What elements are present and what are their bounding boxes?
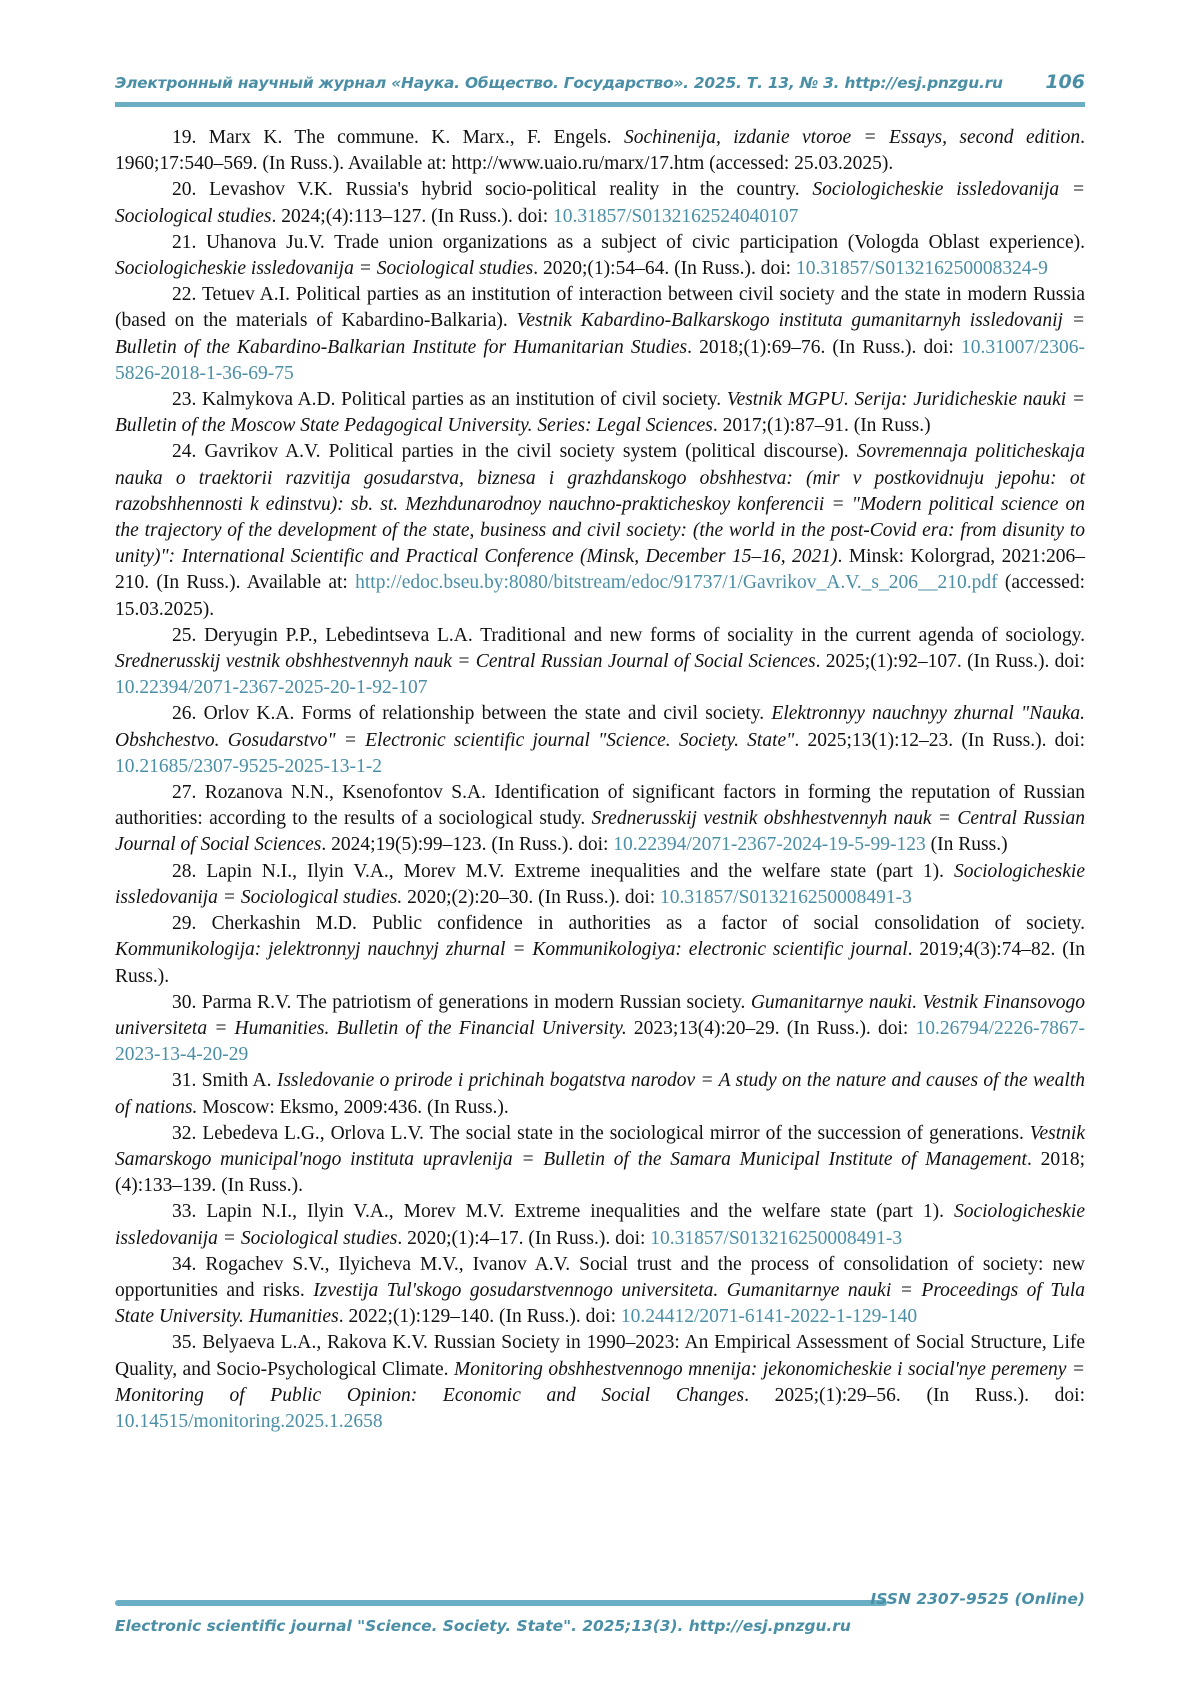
- reference-details: . 2025;(1):92–107. (In Russ.). doi:: [815, 651, 1086, 673]
- footer-rule: [115, 1600, 887, 1606]
- reference-source: Srednerusskij vestnik obshhestvennyh nauk = Central Russian Journal of Social Sciences: [115, 808, 1086, 856]
- reference-number: 20.: [172, 179, 197, 201]
- reference-authors: Rozanova N.N., Ksenofontov S.A.: [204, 782, 486, 804]
- reference-details: . 2022;(1):129–140. (In Russ.). doi:: [338, 1306, 617, 1328]
- reference-authors: Belyaeva L.A., Rakova K.V.: [202, 1332, 428, 1354]
- reference-title: Traditional and new forms of sociality in the current agenda of sociology.: [480, 624, 1085, 646]
- reference-source: Vestnik Kabardino-Balkarskogo instituta gumanitarnyh issledovanij = Bulletin of the Kabardino-Balkarian Institute for Humanitarian Studies: [115, 310, 1085, 358]
- reference-source: Sovremennaja politicheskaja nauka o traektorii razvitija gosudarstva, biznesa i grazhdanskogo obshhestva: (mir v postkovidnuju jepohu: ot razobshhennosti k edinstvu): sb. st. Mezhdunarodnoy nauchno-prakticheskoy konferencii = "Modern political science on the trajectory of the development of the state, business and civil society: (the world in the post-Covid era: from disunity to unity)": International Scientific and Practical Conference (Minsk, December 15–16, 2021): [115, 441, 1086, 568]
- reference-item: [115, 1252, 1085, 1331]
- reference-source: Monitoring obshhestvennogo mnenija: jekonomicheskie i social'nye peremeny = Monitoring of Public Opinion: Economic and Social Changes: [115, 1358, 1086, 1406]
- issn-label: ISSN 2307-9525 (Online): [870, 1590, 1085, 1608]
- reference-number: 21.: [172, 231, 197, 253]
- reference-title: Trade union organizations as a subject of civic participation (Vologda Oblast experience).: [334, 231, 1085, 253]
- reference-details: . 2018;(4):133–139. (In Russ.).: [115, 1148, 1085, 1197]
- reference-item: [115, 282, 1085, 387]
- reference-title: Extreme inequalities and the welfare state (part 1).: [514, 1201, 944, 1223]
- reference-link[interactable]: 10.14515/monitoring.2025.1.2658: [115, 1410, 383, 1432]
- reference-link[interactable]: 10.31007/2306-5826-2018-1-36-69-75: [115, 336, 1085, 384]
- reference-link[interactable]: 10.22394/2071-2367-2025-20-1-92-107: [115, 677, 428, 699]
- reference-source: Sociologicheskie issledovanija = Sociological studies: [115, 179, 1086, 227]
- reference-details: . 2025;13(1):12–23. (In Russ.). doi:: [794, 729, 1085, 751]
- reference-details: 2023;13(4):20–29. (In Russ.). doi:: [626, 1017, 909, 1039]
- reference-details: . 2024;19(5):99–123. (In Russ.). doi:: [321, 834, 609, 856]
- reference-authors: Orlov K.A.: [203, 703, 295, 725]
- reference-authors: Deryugin P.P., Lebedintseva L.A.: [204, 624, 473, 646]
- reference-authors: Lapin N.I., Ilyin V.A., Morev M.V.: [206, 1201, 505, 1223]
- reference-title: Political parties in the civil society system (political discourse).: [328, 441, 849, 463]
- reference-number: 32.: [172, 1122, 197, 1144]
- reference-title: Russian Society in 1990–2023: An Empirical Assessment of Social Structure, Life Quality, and Socio-Psychological Climate.: [115, 1332, 1086, 1380]
- reference-number: 26.: [172, 703, 197, 725]
- reference-number: 22.: [172, 284, 197, 306]
- reference-item: [115, 990, 1085, 1069]
- reference-link[interactable]: http://edoc.bseu.by:8080/bitstream/edoc/91737/1/Gavrikov_A.V._s_206__210.pdf: [355, 572, 998, 594]
- reference-details: . Minsk: Kolorgrad, 2021:206–210. (In Russ.). Available at:: [115, 546, 1085, 594]
- reference-details: . 2019;4(3):74–82. (In Russ.).: [115, 939, 1085, 987]
- reference-title: Russia's hybrid socio-political reality in the country.: [345, 179, 800, 201]
- reference-item: [115, 701, 1085, 780]
- reference-source: Sociologicheskie issledovanija = Sociological studies.: [115, 860, 1086, 908]
- reference-number: 19.: [172, 127, 197, 148]
- reference-authors: Kalmykova A.D.: [202, 389, 336, 411]
- reference-link[interactable]: 10.22394/2071-2367-2024-19-5-99-123: [613, 834, 926, 856]
- reference-number: 25.: [172, 624, 197, 646]
- reference-title: Political parties as an institution of interaction between civil society and the state in modern Russia (based on the materials of Kabardino-Balkaria).: [115, 284, 1086, 332]
- reference-title: Public confidence in authorities as a factor of social consolidation of society.: [372, 913, 1086, 935]
- reference-item: [115, 1199, 1085, 1251]
- reference-title: The patriotism of generations in modern Russian society.: [296, 991, 746, 1013]
- reference-details: . 2020;(1):54–64. (In Russ.). doi:: [533, 258, 792, 280]
- reference-tail: (In Russ.): [930, 834, 1008, 856]
- reference-source: Sociologicheskie issledovanija = Sociological studies: [115, 1201, 1086, 1249]
- reference-item: [115, 177, 1085, 229]
- reference-title: Political parties as an institution of civil society.: [341, 389, 722, 411]
- reference-source: Issledovanie o prirode i prichinah bogatstva narodov = A study on the nature and causes of the wealth of nations.: [115, 1070, 1086, 1118]
- reference-source: Vestnik Samarskogo municipal'nogo instituta upravlenija = Bulletin of the Samara Municipal Institute of Management: [115, 1122, 1085, 1170]
- reference-details: 2020;(2):20–30. (In Russ.). doi:: [402, 886, 656, 908]
- reference-source: Elektronnyy nauchnyy zhurnal "Nauka. Obshchestvo. Gosudarstvo" = Electronic scientific journal "Science. Society. State": [115, 703, 1086, 751]
- reference-number: 27.: [172, 782, 197, 804]
- header-journal-line: Электронный научный журнал «Наука. Общество. Государство». 2025. Т. 13, № 3. http://esj.pnzgu.ru: [115, 74, 1003, 92]
- reference-item: [115, 1068, 1085, 1120]
- reference-authors: Levashov V.K.: [209, 179, 333, 201]
- reference-authors: Uhanova Ju.V.: [206, 231, 325, 253]
- reference-title: The commune. K. Marx., F. Engels.: [294, 127, 612, 148]
- reference-authors: Gavrikov A.V.: [204, 441, 321, 463]
- page-header: [115, 70, 1085, 112]
- reference-title: Extreme inequalities and the welfare state (part 1).: [514, 860, 944, 882]
- reference-item: [115, 859, 1085, 911]
- reference-item: [115, 1121, 1085, 1200]
- reference-authors: Smith A.: [201, 1070, 272, 1092]
- reference-source: Gumanitarnye nauki. Vestnik Finansovogo universiteta = Humanities. Bulletin of the Financial University.: [115, 991, 1086, 1039]
- reference-link[interactable]: 10.31857/S0132162524040107: [553, 205, 799, 227]
- reference-number: 24.: [172, 441, 197, 463]
- reference-item: [115, 623, 1085, 702]
- reference-link[interactable]: 10.31857/S013216250008324-9: [795, 258, 1048, 280]
- reference-link[interactable]: 10.24412/2071-6141-2022-1-129-140: [620, 1306, 918, 1328]
- reference-number: 31.: [172, 1070, 197, 1092]
- reference-item: [115, 230, 1085, 282]
- reference-link[interactable]: 10.21685/2307-9525-2025-13-1-2: [115, 755, 383, 777]
- reference-list: [115, 125, 1085, 1435]
- reference-item: [115, 780, 1085, 859]
- reference-source: Srednerusskij vestnik obshhestvennyh nauk = Central Russian Journal of Social Sciences: [115, 651, 816, 673]
- reference-title: Forms of relationship between the state and civil society.: [301, 703, 765, 725]
- reference-details: . 1960;17:540–569. (In Russ.). Available at: http://www.uaio.ru/marx/17.htm (accessed: 25.03.2025).: [115, 127, 1085, 175]
- reference-source: Sociologicheskie issledovanija = Sociological studies: [115, 258, 534, 280]
- reference-number: 23.: [172, 389, 197, 411]
- reference-number: 35.: [172, 1332, 197, 1354]
- reference-source: Izvestija Tul'skogo gosudarstvennogo universiteta. Gumanitarnye nauki = Proceedings of Tula State University. Humanities: [115, 1279, 1086, 1328]
- reference-authors: Marx K.: [208, 127, 283, 148]
- reference-details: . 2020;(1):4–17. (In Russ.). doi:: [397, 1227, 646, 1249]
- reference-source: Vestnik MGPU. Serija: Juridicheskie nauki = Bulletin of the Moscow State Pedagogical University. Series: Legal Sciences: [115, 389, 1085, 437]
- reference-source: Sochinenija, izdanie vtoroe = Essays, second edition: [623, 127, 1081, 148]
- reference-item: [115, 439, 1085, 622]
- reference-details: . 2017;(1):87–91. (In Russ.): [712, 415, 931, 437]
- reference-title: The social state in the sociological mirror of the succession of generations.: [429, 1122, 1024, 1144]
- reference-details: . 2024;(4):113–127. (In Russ.). doi:: [271, 205, 549, 227]
- reference-number: 30.: [172, 991, 197, 1013]
- reference-authors: Rogachev S.V., Ilyicheva M.V., Ivanov A.V.: [205, 1253, 571, 1275]
- reference-tail: (accessed: 15.03.2025).: [115, 572, 1086, 620]
- reference-item: [115, 387, 1085, 439]
- reference-number: 33.: [172, 1201, 197, 1223]
- reference-authors: Parma R.V.: [201, 991, 292, 1013]
- reference-item: [115, 125, 1085, 177]
- reference-link[interactable]: 10.26794/2226-7867-2023-13-4-20-29: [115, 1017, 1086, 1066]
- reference-item: [115, 1330, 1085, 1435]
- reference-details: . 2025;(1):29–56. (In Russ.). doi:: [744, 1384, 1085, 1406]
- reference-details: . 2018;(1):69–76. (In Russ.). doi:: [687, 336, 954, 358]
- footer-journal-line: Electronic scientific journal "Science. Society. State". 2025;13(3). http://esj.pnzgu.ru: [115, 1617, 851, 1635]
- reference-source: Kommunikologija: jelektronnyj nauchnyj zhurnal = Kommunikologiya: electronic scientific journal: [115, 939, 908, 961]
- reference-link[interactable]: 10.31857/S013216250008491-3: [660, 886, 912, 908]
- reference-authors: Tetuev A.I.: [201, 284, 290, 306]
- reference-link[interactable]: 10.31857/S013216250008491-3: [650, 1227, 903, 1249]
- reference-title: Social trust and the process of consolidation of society: new opportunities and risks.: [115, 1253, 1085, 1301]
- reference-details: Moscow: Eksmo, 2009:436. (In Russ.).: [197, 1096, 509, 1118]
- reference-number: 34.: [172, 1253, 197, 1275]
- reference-title: Identification of significant factors in forming the reputation of Russian authorities: according to the results of a sociological study.: [115, 782, 1086, 830]
- reference-authors: Lebedeva L.G., Orlova L.V.: [202, 1122, 424, 1144]
- reference-number: 28.: [172, 860, 197, 882]
- reference-number: 29.: [172, 913, 197, 935]
- reference-item: [115, 911, 1085, 990]
- reference-authors: Lapin N.I., Ilyin V.A., Morev M.V.: [206, 860, 505, 882]
- page-number: 106: [1045, 71, 1085, 93]
- reference-authors: Cherkashin M.D.: [211, 913, 357, 935]
- header-rule: [115, 102, 1085, 107]
